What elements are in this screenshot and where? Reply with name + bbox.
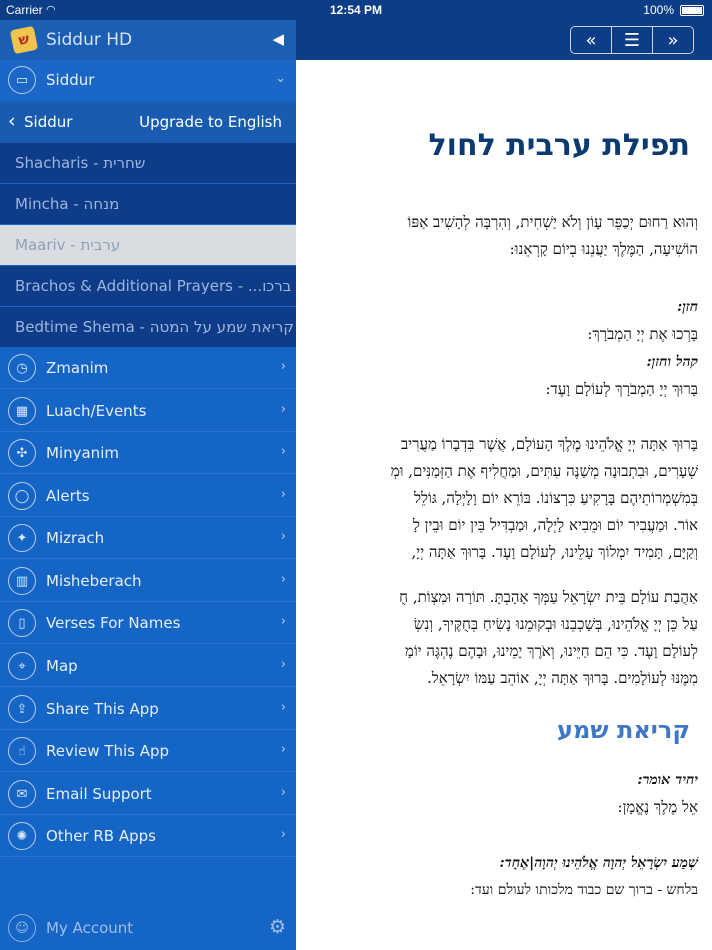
battery-percent: 100% [643,3,674,17]
prayer-item-maariv[interactable]: Maariv - ערבית [0,225,296,265]
text-line: אֵל מֶלֶךְ נֶאֱמָן: [617,798,698,816]
chevron-right-icon: › [280,487,286,502]
sidebar-item-other-rb-apps[interactable] [0,816,296,857]
clock: 12:54 PM [329,3,383,17]
sidebar-item-email-support[interactable] [0,774,296,815]
battery-icon [680,5,704,16]
prayer-item-bedtime-shema[interactable]: Bedtime Shema - קריאת שמע על המטה [0,307,296,347]
prayer-text [296,60,698,904]
next-section-button[interactable] [653,27,693,53]
text-line: בָּרְכוּ אֶת יְיָ הַמְבֹרָךְ: [587,325,698,343]
kahal-label: קהל וחזן: [646,354,698,370]
text-line: בָּרוּךְ יְיָ הַמְבֹרָךְ לְעוֹלָם וָעֶד: [545,380,698,398]
envelope-icon: ✉ [8,780,36,808]
text-line: הוֹשִׁיעָה, הַמֶּלֶךְ יַעֲנֵנוּ בְיוֹם קָרְאֵנוּ: [509,240,698,258]
page-title: תפילת ערבית לחול [428,128,690,163]
text-line: בְּמִשְׁמְרוֹתֵיהֶם בָּרָקִיעַ כִּרְצוֹנוֹ. בּוֹרֵא יוֹם וָלָיְלָה, גּוֹלֵל [413,489,698,507]
prayer-content[interactable] [296,20,712,950]
chevron-right-icon: › [280,529,286,544]
back-button[interactable]: Siddur [24,113,73,131]
content-toolbar [296,20,712,60]
table-of-contents-button[interactable] [612,27,653,53]
sidebar-menu [0,20,296,950]
sidebar-item-label: Email Support [46,785,152,803]
thumbs-up-icon: ☝ [8,737,36,765]
sidebar-item-zmanim[interactable] [0,348,296,389]
shema-line: שְׁמַע יִשְׂרָאֵל יְהוָה אֱלֹהֵינוּ יְהוָה|אֶחָד: [499,855,698,871]
people-icon: ✣ [8,439,36,467]
sidebar-item-luach-events[interactable] [0,391,296,432]
yachid-label: יחיד אומר: [637,772,698,788]
chevron-right-icon: › [280,444,286,459]
chevron-right-icon: › [280,742,286,757]
status-bar [0,0,712,20]
text-line: לְעוֹלָם וָעֶד. כִּי הֵם חַיֵּינוּ, וְאֹרֶךְ יָמֵינוּ, וּבָהֶם נֶהְגֶּה יוֹמָ [404,642,698,660]
user-icon: ☺ [8,914,36,942]
share-icon: ⇪ [8,695,36,723]
sidebar-item-minyanim[interactable] [0,433,296,474]
rb-apps-icon: ✺ [8,822,36,850]
chevron-right-icon: › [280,402,286,417]
sidebar-item-label: Siddur [46,71,95,89]
chevron-right-icon: › [280,657,286,672]
scroll-icon: ▥ [8,567,36,595]
sidebar-item-label: Share This App [46,700,159,718]
chevron-right-icon: › [280,785,286,800]
text-line: עַל כֵּן יְיָ אֱלֹהֵינוּ, בְּשָׁכְבֵנוּ וּבְקוּמֵנוּ נָשִׂיחַ בְּחֻקֶּיךָ, וְנִשְׂ [413,615,698,633]
sidebar-item-label: Alerts [46,487,90,505]
prayer-item-brachos[interactable]: Brachos & Additional Prayers - ...ברכו [0,266,296,306]
text-line: וְקַיָּם, תָּמִיד יִמְלוֹךְ עָלֵינוּ, לְעוֹלָם וָעֶד. בָּרוּךְ אַתָּה יְיָ, [411,543,698,561]
sidebar-item-label: Misheberach [46,572,142,590]
chazan-label: חזן: [677,299,698,315]
list-icon: ☰ [623,29,641,51]
scroll-icon: ▯ [8,609,36,637]
previous-section-button[interactable] [571,27,612,53]
siddur-logo-icon: ש [10,26,38,54]
text-line: בָּרוּךְ אַתָּה יְיָ אֱלֹהֵינוּ מֶלֶךְ הָעוֹלָם, אֲשֶׁר בִּדְבָרוֹ מַעֲרִיב [400,435,698,453]
speech-bubble-icon: ◯ [8,482,36,510]
siddur-subheader [0,102,296,143]
compass-icon: ✦ [8,524,36,552]
sidebar-item-mizrach[interactable] [0,518,296,559]
text-line: אַהֲבַת עוֹלָם בֵּית יִשְׂרָאֵל עַמְּךָ אָהָבְתָּ. תּוֹרָה וּמִצְוֹת, חֻ [399,588,698,606]
text-line: אוֹר. וּמַעֲבִיר יוֹם וּמֵבִיא לָיְלָה, וּמַבְדִּיל בֵּין יוֹם וּבֵין לָ [412,516,698,534]
chevron-right-icon: › [280,572,286,587]
sidebar-item-verses-for-names[interactable] [0,603,296,644]
book-icon: ▭ [8,66,36,94]
chevron-down-icon: ⌄ [275,71,286,86]
sidebar-item-label: Review This App [46,742,170,760]
my-account-row[interactable] [0,908,296,950]
sidebar-item-share-this-app[interactable] [0,689,296,730]
text-line: בלחש - ברוך שם כבוד מלכותו לעולם ועד: [470,882,698,898]
chevron-right-icon: › [280,700,286,715]
chevron-left-icon[interactable]: ‹ [8,110,16,132]
double-chevron-right-icon: » [667,29,679,51]
text-line: שְׁעָרִים, וּבִתְבוּנָה מְשַׁנֶּה עִתִּים, וּמַחֲלִיף אֶת הַזְּמַנִּים, וּמְ [390,462,698,480]
sidebar-item-label: Map [46,657,78,675]
my-account-label: My Account [46,919,134,937]
wifi-icon: ◠ [46,4,56,16]
chevron-right-icon: › [280,827,286,842]
sidebar-item-label: Verses For Names [46,614,181,632]
text-line: וְהוּא רַחוּם יְכַפֵּר עָוֹן וְלֹא יַשְׁחִית, וְהִרְבָּה לְהָשִׁיב אַפּוֹ [407,213,698,231]
nav-button-group [570,26,694,54]
section-title: קריאת שמע [557,716,690,744]
upgrade-button[interactable]: Upgrade to English [139,113,282,131]
sidebar-item-label: Other RB Apps [46,827,156,845]
sidebar-item-label: Luach/Events [46,402,147,420]
chevron-right-icon: › [280,359,286,374]
prayer-item-shacharis[interactable]: Shacharis - שחרית [0,143,296,183]
sidebar-item-siddur[interactable] [0,60,296,101]
sidebar-item-alerts[interactable] [0,476,296,517]
sidebar-item-misheberach[interactable] [0,561,296,602]
text-line: מִמֶּנּוּ לְעוֹלָמִים. בָּרוּךְ אַתָּה יְיָ, אוֹהֵב עַמּוֹ יִשְׂרָאֵל. [426,669,698,687]
double-chevron-left-icon: « [585,29,597,51]
app-header [0,20,296,60]
calendar-icon: ▦ [8,397,36,425]
chevron-right-icon: › [280,614,286,629]
prayer-item-mincha[interactable]: Mincha - מנחה [0,184,296,224]
sidebar-item-label: Zmanim [46,359,109,377]
sidebar-item-map[interactable] [0,646,296,687]
map-pin-icon: ⌖ [8,652,36,680]
app-title: Siddur HD [46,30,133,50]
sidebar-item-label: Minyanim [46,444,119,462]
clock-icon: ◷ [8,354,36,382]
gear-icon[interactable]: ⚙ [268,916,286,938]
sidebar-item-label: Mizrach [46,529,105,547]
carrier-label: Carrier [6,3,43,17]
sidebar-item-review-this-app[interactable] [0,731,296,772]
collapse-sidebar-icon[interactable]: ◀ [272,30,284,48]
